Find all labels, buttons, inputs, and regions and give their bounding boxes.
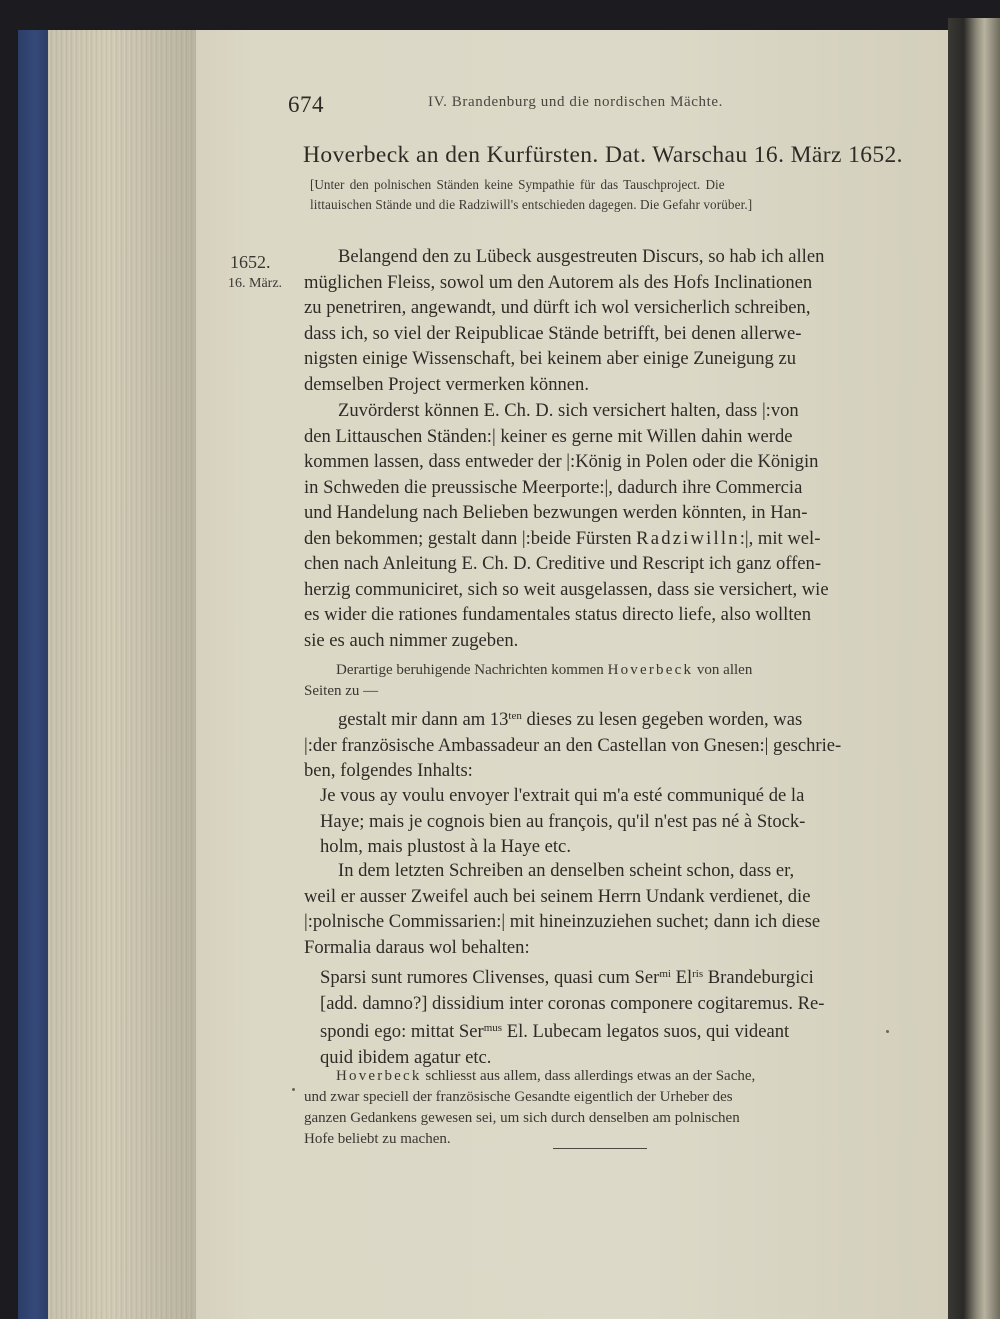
editorial-note-1 bbox=[304, 660, 906, 702]
margin-year: 1652. bbox=[230, 252, 271, 272]
text-line bbox=[304, 660, 906, 681]
superscript: ris bbox=[692, 968, 704, 980]
summary-line: [Unter den polnischen Ständen keine Sympathie für das Tauschproject. Die bbox=[310, 177, 725, 192]
end-rule bbox=[553, 1148, 647, 1149]
running-head: IV. Brandenburg und die nordischen Mächte. bbox=[428, 94, 724, 110]
paragraph-1 bbox=[304, 244, 906, 397]
text-line: demselben Project vermerken können. bbox=[304, 373, 590, 395]
text-line: ganzen Gedankens gewesen sei, um sich durch denselben am polnischen bbox=[304, 1110, 740, 1126]
text-line: Hofe beliebt zu machen. bbox=[304, 1131, 451, 1147]
text-fragment: spondi ego: mittat Ser bbox=[320, 1021, 484, 1042]
text-fragment: Sparsi sunt rumores Clivenses, quasi cum Ser bbox=[320, 967, 660, 988]
paper-speck bbox=[292, 1088, 295, 1091]
text-fragment: den bekommen; gestalt dann |:beide Fürsten bbox=[304, 527, 637, 549]
text-line: den Littauschen Ständen:| keiner es gerne mit Willen dahin werde bbox=[304, 425, 793, 447]
text-line: herzig communiciret, sich so weit ausgelassen, dass sie versichert, wie bbox=[304, 578, 829, 600]
book-page bbox=[196, 30, 948, 1319]
summary-line: littauischen Stände und die Radziwill's entschieden dagegen. Die Gefahr vorüber.] bbox=[310, 197, 753, 212]
editorial-note-2 bbox=[304, 1066, 906, 1150]
text-line: [add. damno?] dissidium inter coronas componere cogitaremus. Re- bbox=[320, 992, 825, 1014]
text-fragment: Derartige beruhigende Nachrichten kommen bbox=[336, 662, 608, 678]
text-line: müglichen Fleiss, sowol um den Autorem als des Hofs Inclinationen bbox=[304, 271, 813, 293]
text-line: und zwar speciell der französische Gesandte eigentlich der Urheber des bbox=[304, 1089, 733, 1105]
quoted-french-extract bbox=[320, 783, 906, 860]
text-line: es wider die rationes fundamentales status directo liefe, also wollten bbox=[304, 604, 812, 625]
text-line: zu penetriren, angewandt, und dürft ich wol versicherlich schreiben, bbox=[304, 297, 811, 318]
text-line: Belangend den zu Lübeck ausgestreuten Discurs, so hab ich allen bbox=[338, 246, 825, 267]
paragraph-2 bbox=[304, 398, 906, 653]
text-line: Formalia daraus wol behalten: bbox=[304, 936, 530, 958]
page-number: 674 bbox=[288, 92, 324, 117]
text-line: quid ibidem agatur etc. bbox=[320, 1046, 492, 1068]
document-title: Hoverbeck an den Kurfürsten. Dat. Warschau 16. März 1652. bbox=[303, 142, 903, 168]
text-line: und Handelung nach Belieben bezwungen werden könnten, in Han- bbox=[304, 502, 808, 523]
superscript: ten bbox=[508, 710, 522, 722]
text-line bbox=[320, 962, 906, 991]
text-line: nigsten einige Wissenschaft, bei keinem aber einige Zuneigung zu bbox=[304, 348, 797, 369]
text-line: |:der französische Ambassadeur an den Castellan von Gnesen:| geschrie- bbox=[304, 734, 842, 756]
person-name: Hoverbeck bbox=[607, 662, 694, 678]
text-line: |:polnische Commissarien:| mit hineinzuziehen suchet; dann ich diese bbox=[304, 911, 821, 932]
text-fragment: gestalt mir dann am 13 bbox=[338, 709, 509, 730]
margin-date: 16. März. bbox=[228, 276, 283, 291]
text-line: Zuvörderst können E. Ch. D. sich versichert halten, dass |:von bbox=[338, 400, 799, 421]
quoted-latin-extract bbox=[320, 962, 906, 1070]
text-line: holm, mais plustost à la Haye etc. bbox=[320, 836, 571, 857]
text-line: Je vous ay voulu envoyer l'extrait qui m'a esté communiqué de la bbox=[320, 785, 805, 806]
text-line: chen nach Anleitung E. Ch. D. Creditive und Rescript ich ganz offen- bbox=[304, 553, 822, 574]
text-fragment: :|, mit wel- bbox=[739, 527, 821, 549]
superscript: mus bbox=[483, 1022, 503, 1034]
text-fragment: Brandeburgici bbox=[703, 967, 814, 988]
stacked-page-edges bbox=[48, 30, 198, 1319]
person-name: Hoverbeck bbox=[336, 1068, 422, 1084]
text-line bbox=[304, 704, 906, 733]
text-line bbox=[304, 526, 906, 552]
text-line: ben, folgendes Inhalts: bbox=[304, 760, 473, 781]
binding-gutter bbox=[948, 18, 1000, 1319]
paper-speck bbox=[886, 1030, 889, 1033]
paragraph-5 bbox=[304, 858, 906, 960]
text-line bbox=[304, 1066, 906, 1087]
superscript: mi bbox=[659, 968, 671, 980]
text-fragment: schliesst aus allem, dass allerdings etwas an der Sache, bbox=[421, 1068, 756, 1084]
text-line: sie es auch nimmer zugeben. bbox=[304, 629, 519, 651]
text-line: Haye; mais je cognois bien au françois, qu'il n'est pas né à Stock- bbox=[320, 810, 806, 832]
text-fragment: dieses zu lesen gegeben worden, was bbox=[521, 709, 803, 730]
text-line: In dem letzten Schreiben an denselben scheint schon, dass er, bbox=[338, 860, 795, 881]
text-line: weil er ausser Zweifel auch bei seinem Herrn Undank verdienet, die bbox=[304, 885, 811, 907]
text-line: in Schweden die preussische Meerporte:|, dadurch ihre Commercia bbox=[304, 476, 803, 498]
text-fragment: El bbox=[670, 967, 693, 988]
text-line: Seiten zu — bbox=[304, 683, 379, 699]
text-line: dass ich, so viel der Reipublicae Stände betrifft, bei denen allerwe- bbox=[304, 322, 802, 344]
document-summary bbox=[310, 175, 905, 215]
paragraph-3 bbox=[304, 704, 906, 784]
person-name: Radziwilln bbox=[636, 527, 740, 549]
text-fragment: von allen bbox=[693, 662, 753, 678]
text-fragment: El. Lubecam legatos suos, qui videant bbox=[502, 1021, 790, 1042]
text-line: kommen lassen, dass entweder der |:König in Polen oder die Königin bbox=[304, 451, 819, 472]
book-cover-edge bbox=[18, 30, 52, 1319]
text-line bbox=[320, 1016, 906, 1045]
